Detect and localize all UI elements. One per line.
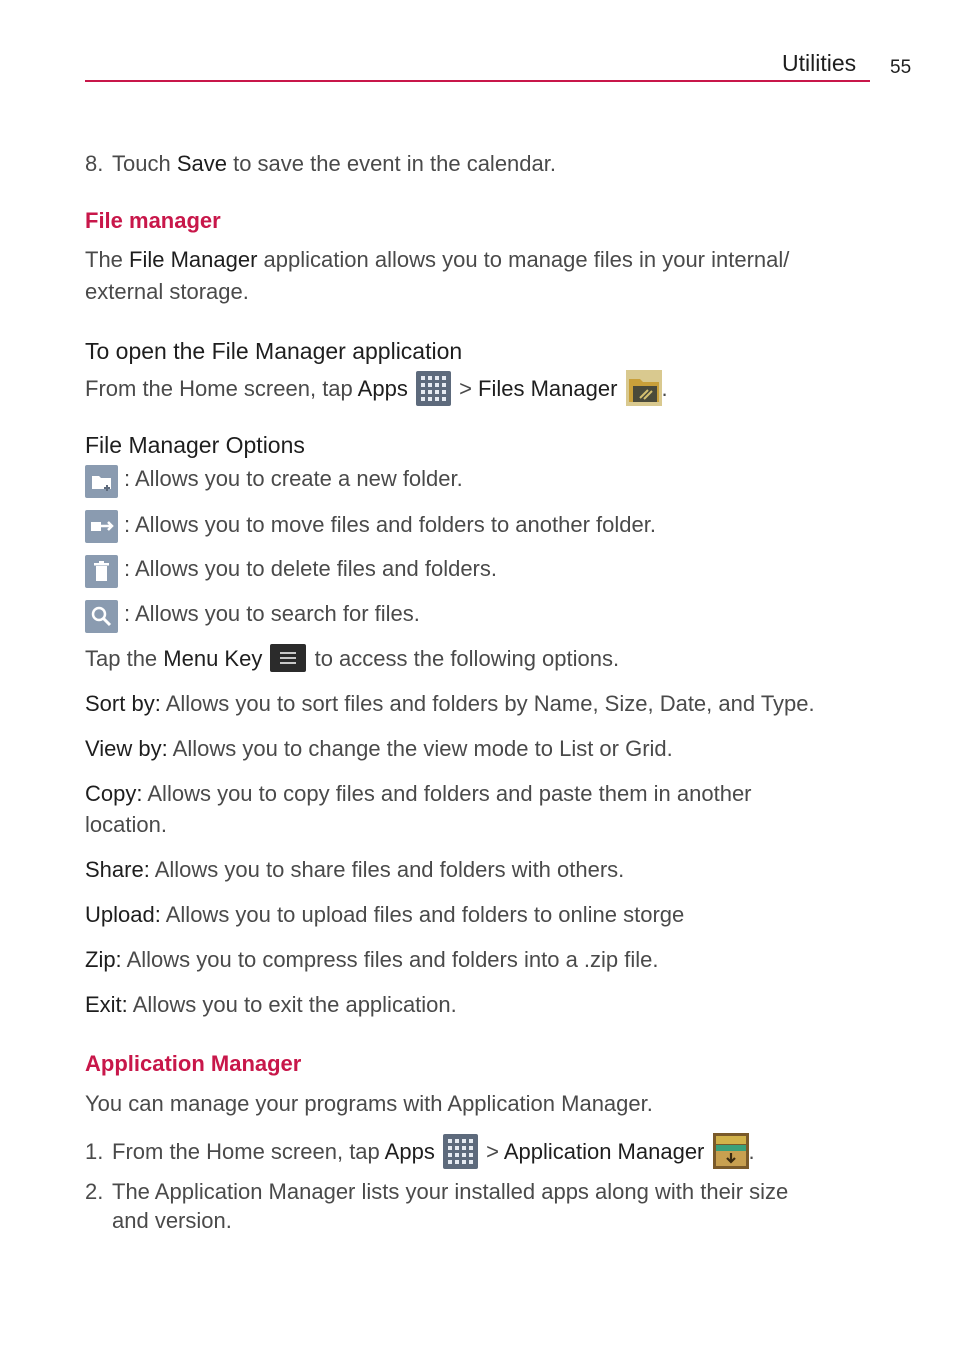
menu-option-copy: Copy: Allows you to copy files and folders and paste them in another bbox=[85, 781, 752, 806]
search-icon bbox=[85, 600, 118, 633]
file-manager-options-heading: File Manager Options bbox=[85, 432, 305, 458]
menu-option-sort: Sort by: Allows you to sort files and folders by Name, Size, Date, and Type. bbox=[85, 691, 815, 716]
new-folder-icon bbox=[85, 465, 118, 498]
open-file-manager-instruction: From the Home screen, tap Apps > Files Manager . bbox=[85, 372, 668, 408]
step-8: 8. Touch Save to save the event in the calendar. bbox=[85, 151, 556, 176]
move-icon bbox=[85, 510, 118, 543]
application-manager-intro: You can manage your programs with Application Manager. bbox=[85, 1091, 653, 1116]
file-manager-intro-line2: external storage. bbox=[85, 279, 249, 304]
menu-key-icon bbox=[270, 644, 306, 672]
option-move: : Allows you to move files and folders to another folder. bbox=[124, 512, 656, 537]
menu-option-upload: Upload: Allows you to upload files and folders to online storge bbox=[85, 902, 685, 927]
delete-icon bbox=[85, 555, 118, 588]
file-manager-intro: The File Manager application allows you to manage files in your internal/ bbox=[85, 247, 790, 272]
option-new-folder: : Allows you to create a new folder. bbox=[124, 466, 463, 491]
menu-option-zip: Zip: Allows you to compress files and folders into a .zip file. bbox=[85, 947, 659, 972]
app-manager-step-1: 1. From the Home screen, tap Apps > Application Manager . bbox=[85, 1135, 755, 1171]
menu-option-view: View by: Allows you to change the view mode to List or Grid. bbox=[85, 736, 673, 761]
section-title: Utilities bbox=[782, 50, 857, 76]
app-manager-step-2-line2: and version. bbox=[112, 1208, 232, 1233]
option-search: : Allows you to search for files. bbox=[124, 601, 420, 626]
apps-grid-icon bbox=[443, 1134, 478, 1169]
menu-option-share: Share: Allows you to share files and folders with others. bbox=[85, 857, 625, 882]
menu-option-exit: Exit: Allows you to exit the application. bbox=[85, 992, 457, 1017]
open-file-manager-heading: To open the File Manager application bbox=[85, 338, 463, 364]
header-rule bbox=[85, 80, 870, 82]
application-manager-app-icon bbox=[713, 1133, 749, 1169]
page-number: 55 bbox=[890, 57, 912, 78]
menu-option-copy-line2: location. bbox=[85, 812, 167, 837]
file-manager-app-icon bbox=[626, 370, 662, 406]
application-manager-heading: Application Manager bbox=[85, 1051, 302, 1076]
apps-grid-icon bbox=[416, 371, 451, 406]
menu-key-instruction: Tap the Menu Key to access the following options. bbox=[85, 646, 620, 671]
option-delete: : Allows you to delete files and folders. bbox=[124, 556, 497, 581]
app-manager-step-2: 2. The Application Manager lists your installed apps along with their size bbox=[85, 1179, 789, 1204]
file-manager-heading: File manager bbox=[85, 208, 221, 233]
